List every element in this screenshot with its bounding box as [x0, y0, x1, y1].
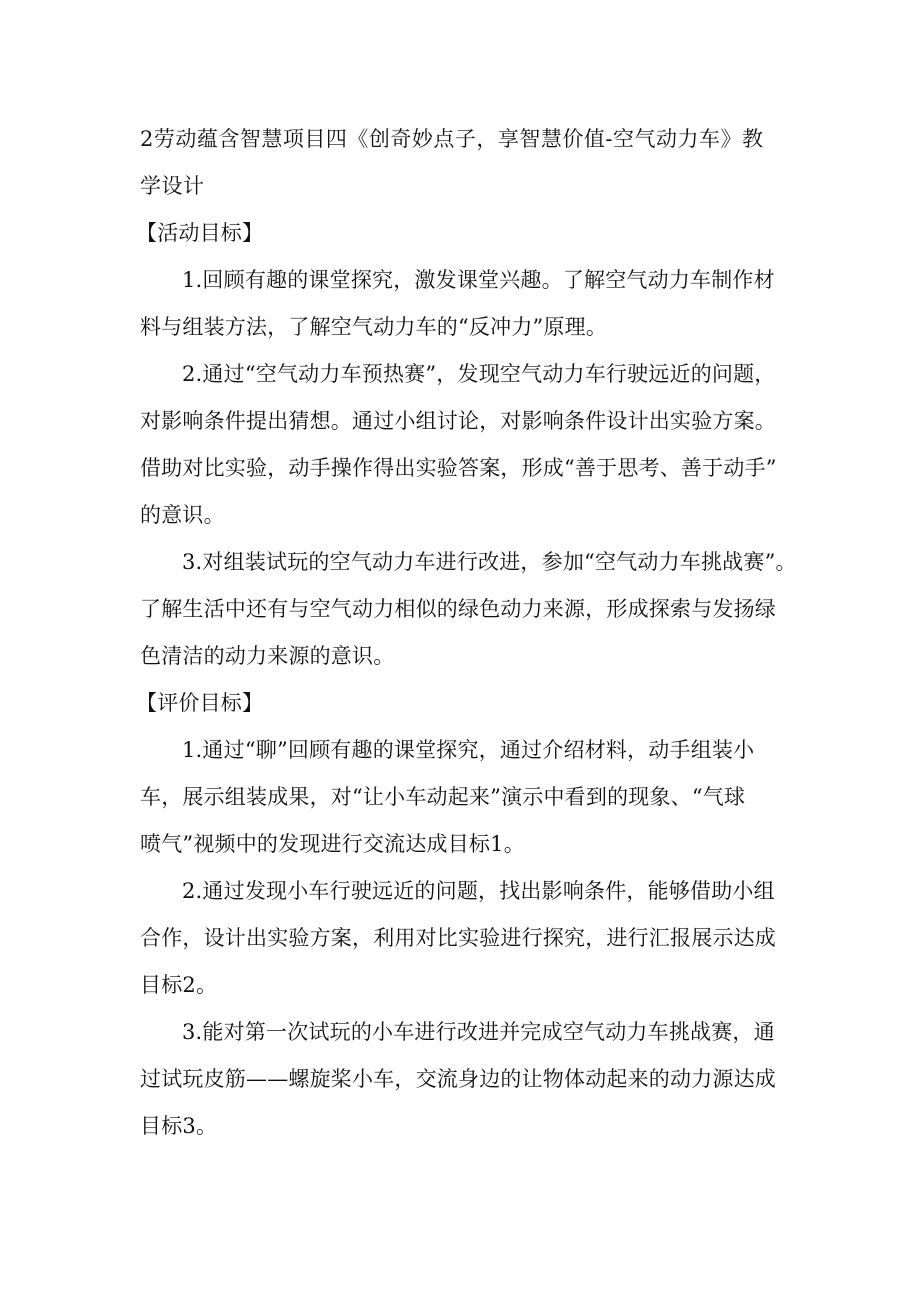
- paragraph-line: 色清洁的动力来源的意识。: [140, 644, 395, 668]
- document-page: [136, 116, 800, 1150]
- paragraph-line: 的意识。: [140, 503, 225, 527]
- evaluation-goal-3: [140, 1009, 800, 1150]
- paragraph-line: 3.能对第一次试玩的小车进行改进并完成空气动力车挑战赛，通: [182, 1020, 775, 1044]
- paragraph-line: 过试玩皮筋——螺旋桨小车，交流身边的让物体动起来的动力源达成: [140, 1067, 776, 1091]
- section-heading-evaluation-goals: 【评价目标】: [136, 691, 264, 715]
- section-heading-activity-goals: 【活动目标】: [136, 221, 264, 245]
- paragraph-line: 3.对组装试玩的空气动力车进行改进，参加“空气动力车挑战赛”。: [182, 550, 797, 574]
- paragraph-line: 目标3。: [140, 1114, 218, 1138]
- paragraph-line: 了解生活中还有与空气动力相似的绿色动力来源，形成探索与发扬绿: [140, 597, 776, 621]
- paragraph-line: 目标2。: [140, 973, 218, 997]
- evaluation-goal-2: [140, 868, 800, 1009]
- paragraph-line: 借助对比实验，动手操作得出实验答案，形成“善于思考、善于动手”: [140, 456, 777, 480]
- evaluation-goal-1: [140, 727, 800, 868]
- paragraph-line: 车，展示组装成果，对“让小车动起来”演示中看到的现象、“气球: [140, 785, 746, 809]
- paragraph-line: 2.通过“空气动力车预热赛”，发现空气动力车行驶远近的问题，: [182, 362, 776, 386]
- paragraph-line: 1.回顾有趣的课堂探究，激发课堂兴趣。了解空气动力车制作材: [182, 268, 775, 292]
- activity-goal-1: [140, 257, 800, 351]
- paragraph-line: 对影响条件提出猜想。通过小组讨论，对影响条件设计出实验方案。: [140, 409, 776, 433]
- activity-goal-2: [140, 351, 800, 539]
- document-title-line-1: 2劳动蕴含智慧项目四《创奇妙点子，享智慧价值-空气动力车》教: [140, 127, 764, 151]
- paragraph-line: 1.通过“聊”回顾有趣的课堂探究，通过介绍材料，动手组装小: [182, 738, 755, 762]
- document-title-line-2: 学设计: [140, 174, 205, 198]
- paragraph-line: 喷气”视频中的发现进行交流达成目标1。: [140, 832, 525, 856]
- paragraph-line: 合作，设计出实验方案，利用对比实验进行探究，进行汇报展示达成: [140, 926, 776, 950]
- activity-goal-3: [140, 539, 800, 680]
- paragraph-line: 2.通过发现小车行驶远近的问题，找出影响条件，能够借助小组: [182, 879, 775, 903]
- paragraph-line: 料与组装方法，了解空气动力车的“反冲力”原理。: [140, 315, 608, 339]
